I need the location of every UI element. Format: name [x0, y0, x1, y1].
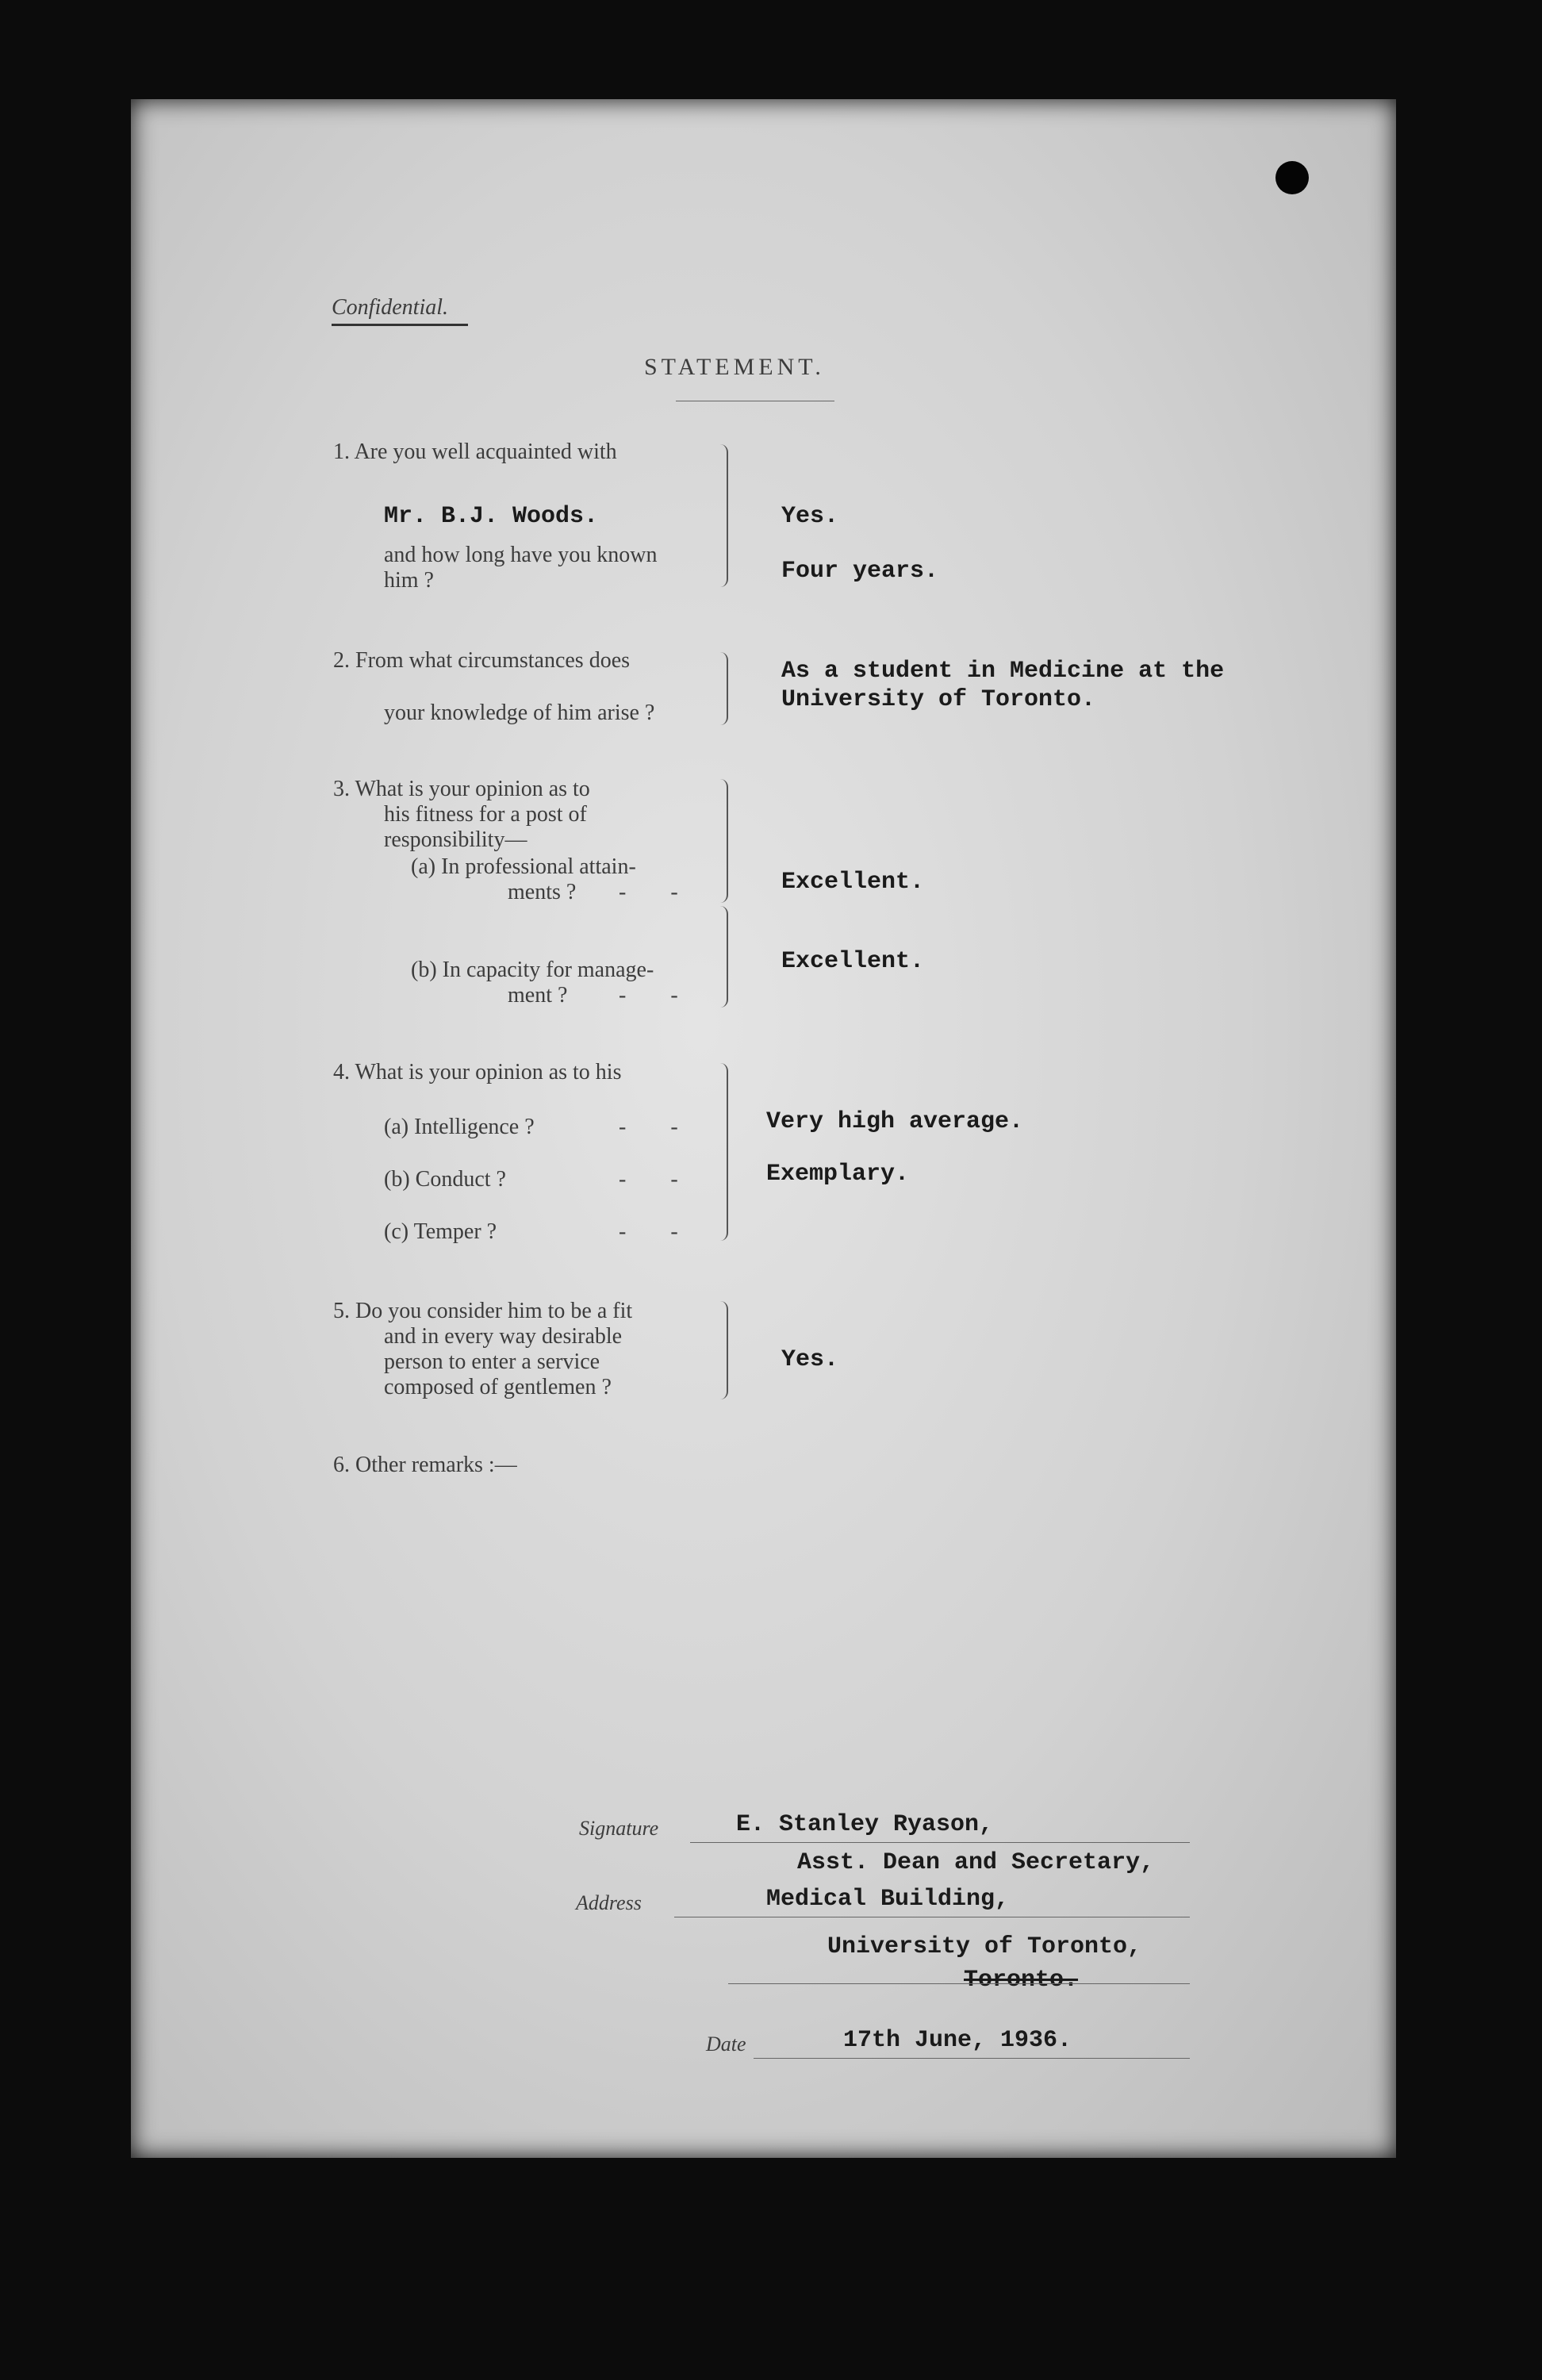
q4c-dashes: - -: [619, 1219, 678, 1244]
q3b-dashes: - -: [619, 983, 678, 1008]
q5-answer: Yes.: [781, 1346, 839, 1373]
q2-answer-line1: As a student in Medicine at the: [781, 658, 1225, 685]
q4c-label: (c) Temper ?: [384, 1219, 497, 1244]
q5-brace: [719, 1301, 728, 1399]
q1-text-line3: him ?: [384, 568, 434, 593]
q3b-answer: Excellent.: [781, 948, 925, 975]
q3a-text-line1: (a) In professional attain-: [411, 854, 636, 879]
confidential-label: Confidential.: [332, 295, 448, 320]
signature-value: E. Stanley Ryason,: [736, 1811, 994, 1838]
q4b-label: (b) Conduct ?: [384, 1167, 506, 1192]
q2-text-line2: your knowledge of him arise ?: [384, 701, 655, 725]
q4a-answer: Very high average.: [766, 1108, 1024, 1135]
signature-line: [690, 1842, 1190, 1843]
q4-brace: [719, 1063, 728, 1241]
q2-brace: [719, 652, 728, 725]
q4a-dashes: - -: [619, 1115, 678, 1139]
statement-title: STATEMENT.: [644, 354, 825, 380]
q5-text-line3: person to enter a service: [384, 1349, 600, 1374]
date-value: 17th June, 1936.: [843, 2027, 1072, 2054]
q4b-answer: Exemplary.: [766, 1161, 910, 1188]
q3-text-line2: his fitness for a post of: [384, 802, 587, 827]
address-line3: Toronto.: [964, 1967, 1079, 1994]
q1-brace: [719, 444, 728, 587]
q1-answer-acquainted: Yes.: [781, 503, 839, 530]
signatory-title: Asst. Dean and Secretary,: [797, 1849, 1155, 1876]
q3a-dashes: - -: [619, 880, 678, 904]
q3b-brace: [719, 906, 728, 1008]
q1-answer-duration: Four years.: [781, 558, 939, 585]
q3b-text-line1: (b) In capacity for manage-: [411, 958, 654, 982]
q3a-brace: [719, 779, 728, 903]
q3b-text-line2: ment ?: [508, 983, 568, 1008]
q4a-label: (a) Intelligence ?: [384, 1115, 535, 1139]
q1-text-line1: 1. Are you well acquainted with: [333, 440, 617, 464]
q1-text-line2: and how long have you known: [384, 543, 658, 567]
q3-text-line3: responsibility—: [384, 827, 527, 852]
address-label: Address: [576, 1891, 642, 1914]
q3a-text-line2: ments ?: [508, 880, 577, 904]
document-page: [131, 99, 1396, 2158]
q6-text: 6. Other remarks :—: [333, 1453, 517, 1477]
q3a-answer: Excellent.: [781, 869, 925, 896]
date-line: [754, 2058, 1190, 2059]
q5-text-line1: 5. Do you consider him to be a fit: [333, 1299, 633, 1323]
q4-text-line1: 4. What is your opinion as to his: [333, 1060, 622, 1084]
punch-hole: [1275, 161, 1309, 194]
address-line2: University of Toronto,: [827, 1933, 1142, 1960]
q5-text-line4: composed of gentlemen ?: [384, 1375, 612, 1399]
q2-text-line1: 2. From what circumstances does: [333, 648, 631, 673]
address-line-2: [728, 1983, 1190, 1984]
q1-subject-name: Mr. B.J. Woods.: [384, 503, 599, 530]
q5-text-line2: and in every way desirable: [384, 1324, 623, 1349]
address-line1: Medical Building,: [766, 1886, 1010, 1913]
confidential-underline: [332, 324, 468, 326]
q2-answer-line2: University of Toronto.: [781, 686, 1096, 713]
signature-label: Signature: [579, 1817, 659, 1840]
q4b-dashes: - -: [619, 1167, 678, 1192]
q3-text-line1: 3. What is your opinion as to: [333, 777, 590, 801]
date-label: Date: [706, 2033, 746, 2056]
